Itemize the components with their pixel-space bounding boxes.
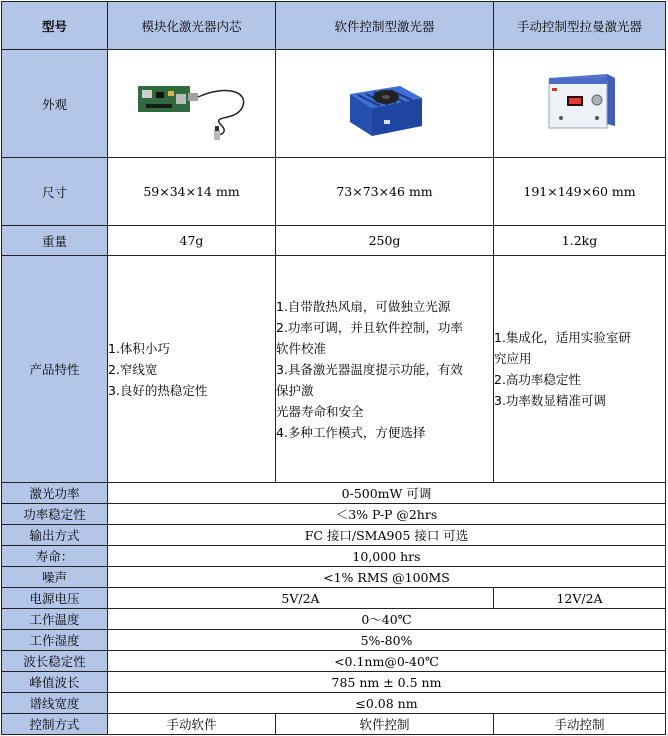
row-value: <1% RMS @100MS	[108, 567, 666, 588]
features-col1	[108, 256, 276, 483]
row-value: 5%-80%	[108, 630, 666, 651]
row-value: ＜3% P-P @2hrs	[108, 504, 666, 525]
size-label: 尺寸	[2, 158, 108, 226]
row-label: 输出方式	[2, 525, 108, 546]
row-label: 激光功率	[2, 483, 108, 504]
size-col1: 59×34×14 mm	[108, 158, 276, 226]
row-label: 噪声	[2, 567, 108, 588]
spec-row-stability	[2, 504, 666, 525]
header-row	[2, 2, 666, 50]
spec-row-lifetime	[2, 546, 666, 567]
row-label: 功率稳定性	[2, 504, 108, 525]
feature-line: 1.自带散热风扇，可做独立光源	[276, 298, 451, 314]
row-value: 0-500mW 可调	[108, 483, 666, 504]
features-label: 产品特性	[2, 256, 108, 483]
feature-line: 2.功率可调，并且软件控制，功率	[276, 319, 463, 335]
spec-row-power	[2, 483, 666, 504]
appearance-col1	[108, 50, 276, 158]
feature-line: 2.高功率稳定性	[494, 372, 581, 387]
spec-row-humidity	[2, 630, 666, 651]
row-value: ≤0.08 nm	[108, 693, 666, 714]
feature-line: 4.多种工作模式，方便选择	[276, 424, 426, 440]
features-row	[2, 256, 666, 483]
feature-line: 究应用	[494, 351, 532, 366]
spec-table	[1, 1, 666, 735]
row-value: 0～40℃	[108, 609, 666, 630]
spec-table-container	[1, 1, 666, 735]
row-value: 10,000 hrs	[108, 546, 666, 567]
weight-row	[2, 226, 666, 256]
voltage-col12: 5V/2A	[108, 588, 494, 609]
header-col1: 模块化激光器内芯	[108, 2, 276, 50]
features-col2	[276, 256, 494, 483]
row-label: 波长稳定性	[2, 651, 108, 672]
spec-row-peak-wavelength	[2, 672, 666, 693]
spec-row-control	[2, 714, 666, 735]
header-col3: 手动控制型拉曼激光器	[494, 2, 666, 50]
feature-line: 2.窄线宽	[108, 361, 158, 377]
heatsink-laser-image	[340, 64, 430, 144]
appearance-col3	[494, 50, 666, 158]
benchtop-laser-image	[535, 64, 625, 144]
features-col3	[494, 256, 666, 483]
header-model-label: 型号	[2, 2, 108, 50]
size-col2: 73×73×46 mm	[276, 158, 494, 226]
control-col3: 手动控制	[494, 714, 666, 735]
row-label: 工作湿度	[2, 630, 108, 651]
size-col3: 191×149×60 mm	[494, 158, 666, 226]
row-label: 峰值波长	[2, 672, 108, 693]
header-col2: 软件控制型激光器	[276, 2, 494, 50]
laser-module-image	[132, 64, 252, 144]
spec-row-noise	[2, 567, 666, 588]
appearance-label: 外观	[2, 50, 108, 158]
spec-row-voltage	[2, 588, 666, 609]
appearance-col2	[276, 50, 494, 158]
feature-line: 软件校准	[276, 340, 327, 356]
appearance-row	[2, 50, 666, 158]
row-value: FC 接口/SMA905 接口 可选	[108, 525, 666, 546]
row-label: 电源电压	[2, 588, 108, 609]
feature-line: 3.良好的热稳定性	[108, 382, 208, 398]
weight-col3: 1.2kg	[494, 226, 666, 256]
spec-row-temperature	[2, 609, 666, 630]
weight-col2: 250g	[276, 226, 494, 256]
feature-line: 1.体积小巧	[108, 340, 170, 356]
row-label: 工作温度	[2, 609, 108, 630]
spec-row-wavelength-stability	[2, 651, 666, 672]
row-label: 控制方式	[2, 714, 108, 735]
control-col2: 软件控制	[276, 714, 494, 735]
row-value: <0.1nm@0-40℃	[108, 651, 666, 672]
feature-line: 3.具备激光器温度提示功能，有效	[276, 361, 463, 377]
weight-label: 重量	[2, 226, 108, 256]
feature-line: 光器寿命和安全	[276, 403, 364, 419]
feature-line: 1.集成化，适用实验室研	[494, 330, 631, 345]
spec-row-output	[2, 525, 666, 546]
row-label: 寿命：	[2, 546, 108, 567]
feature-line: 3.功率数显精准可调	[494, 393, 606, 408]
feature-line: 保护激	[276, 382, 314, 398]
row-label: 谱线宽度	[2, 693, 108, 714]
voltage-col3: 12V/2A	[494, 588, 666, 609]
spec-row-linewidth	[2, 693, 666, 714]
control-col1: 手动软件	[108, 714, 276, 735]
size-row	[2, 158, 666, 226]
row-value: 785 nm ± 0.5 nm	[108, 672, 666, 693]
weight-col1: 47g	[108, 226, 276, 256]
